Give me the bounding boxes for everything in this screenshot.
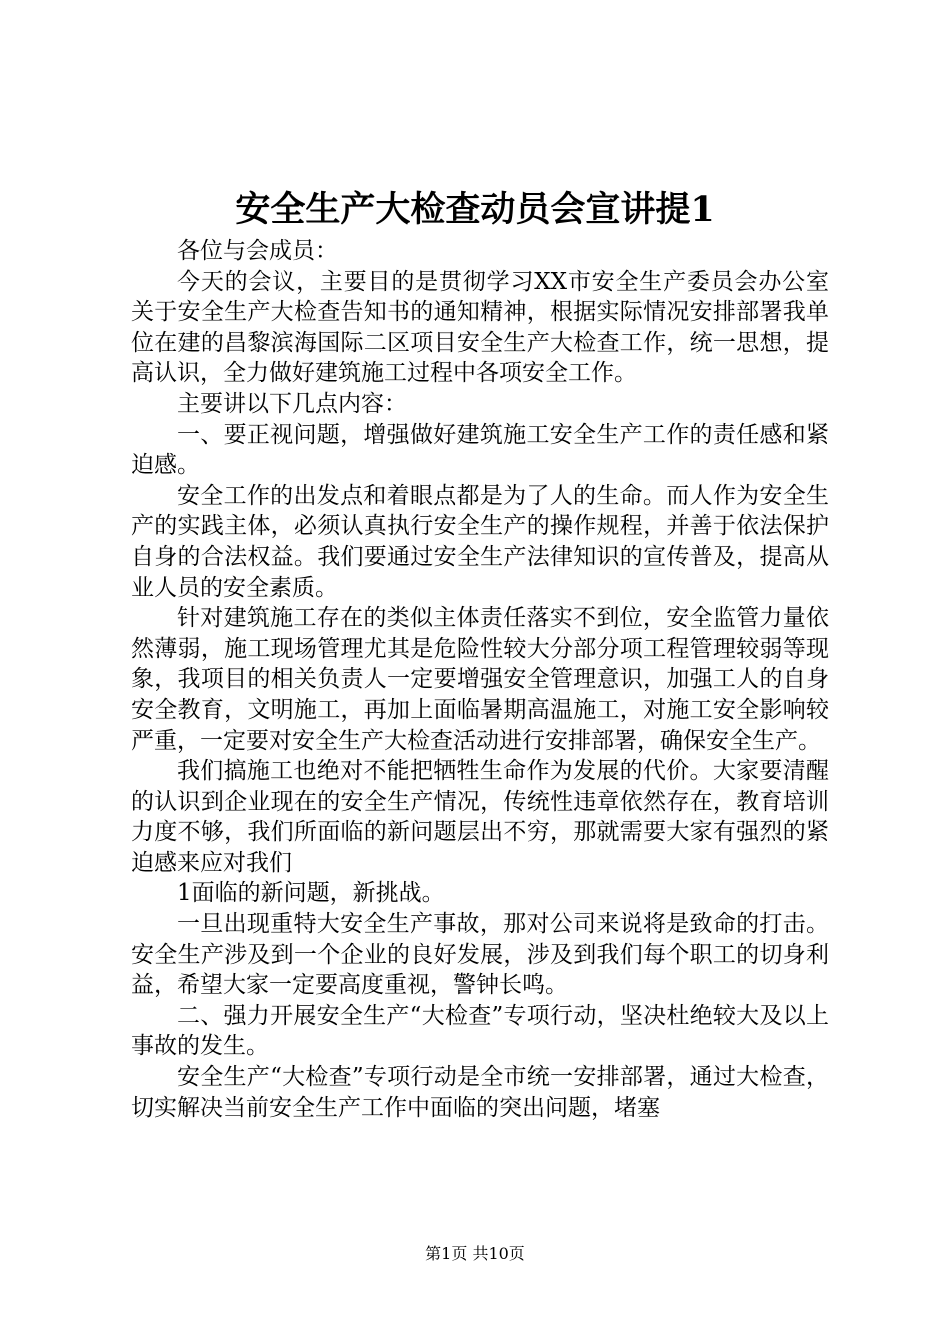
paragraph: 1面临的新问题，新挑战。 xyxy=(177,880,445,907)
document-body xyxy=(131,236,829,1123)
document-title: 安全生产大检查动员会宣讲提1 xyxy=(235,189,715,230)
paragraph: 各位与会成员： xyxy=(177,238,338,264)
paragraph: 安全生产“大检查”专项行动是全市统一安排部署，通过大检查，切实解决当前安全生产工作中面临的突出问题，堵塞 xyxy=(131,1064,829,1121)
paragraph: 主要讲以下几点内容： xyxy=(177,390,407,417)
paragraph: 一旦出现重特大安全生产事故，那对公司来说将是致命的打击。安全生产涉及到一个企业的良好发展，涉及到我们每个职工的切身利益，希望大家一定要高度重视，警钟长鸣。 xyxy=(131,911,829,999)
paragraph: 针对建筑施工存在的类似主体责任落实不到位，安全监管力量依然薄弱，施工现场管理尤其是危险性较大分部分项工程管理较弱等现象，我项目的相关负责人一定要增强安全管理意识，加强工人的自身安全教育，文明施工，再加上面临暑期高温施工，对施工安全影响较严重，一定要对安全生产大检查活动进行安排部署，确保安全生产。 xyxy=(131,605,829,754)
paragraph: 一、要正视问题，增强做好建筑施工安全生产工作的责任感和紧迫感。 xyxy=(131,421,829,479)
paragraph: 二、强力开展安全生产“大检查”专项行动，坚决杜绝较大及以上事故的发生。 xyxy=(131,1002,829,1060)
paragraph: 我们搞施工也绝对不能把牺牲生命作为发展的代价。大家要清醒的认识到企业现在的安全生产情况，传统性违章依然存在，教育培训力度不够，我们所面临的新问题层出不穷，那就需要大家有强烈的紧迫感来应对我们 xyxy=(131,758,829,876)
paragraph: 今天的会议，主要目的是贯彻学习XX市安全生产委员会办公室关于安全生产大检查告知书的通知精神，根据实际情况安排部署我单位在建的昌黎滨海国际二区项目安全生产大检查工作，统一思想，提高认识，全力做好建筑施工过程中各项安全工作。 xyxy=(131,268,829,387)
paragraph: 安全工作的出发点和着眼点都是为了人的生命。而人作为安全生产的实践主体，必须认真执行安全生产的操作规程，并善于依法保护自身的合法权益。我们要通过安全生产法律知识的宣传普及，提高从业人员的安全素质。 xyxy=(131,482,829,601)
page-footer: 第1页 共10页 xyxy=(425,1244,525,1263)
